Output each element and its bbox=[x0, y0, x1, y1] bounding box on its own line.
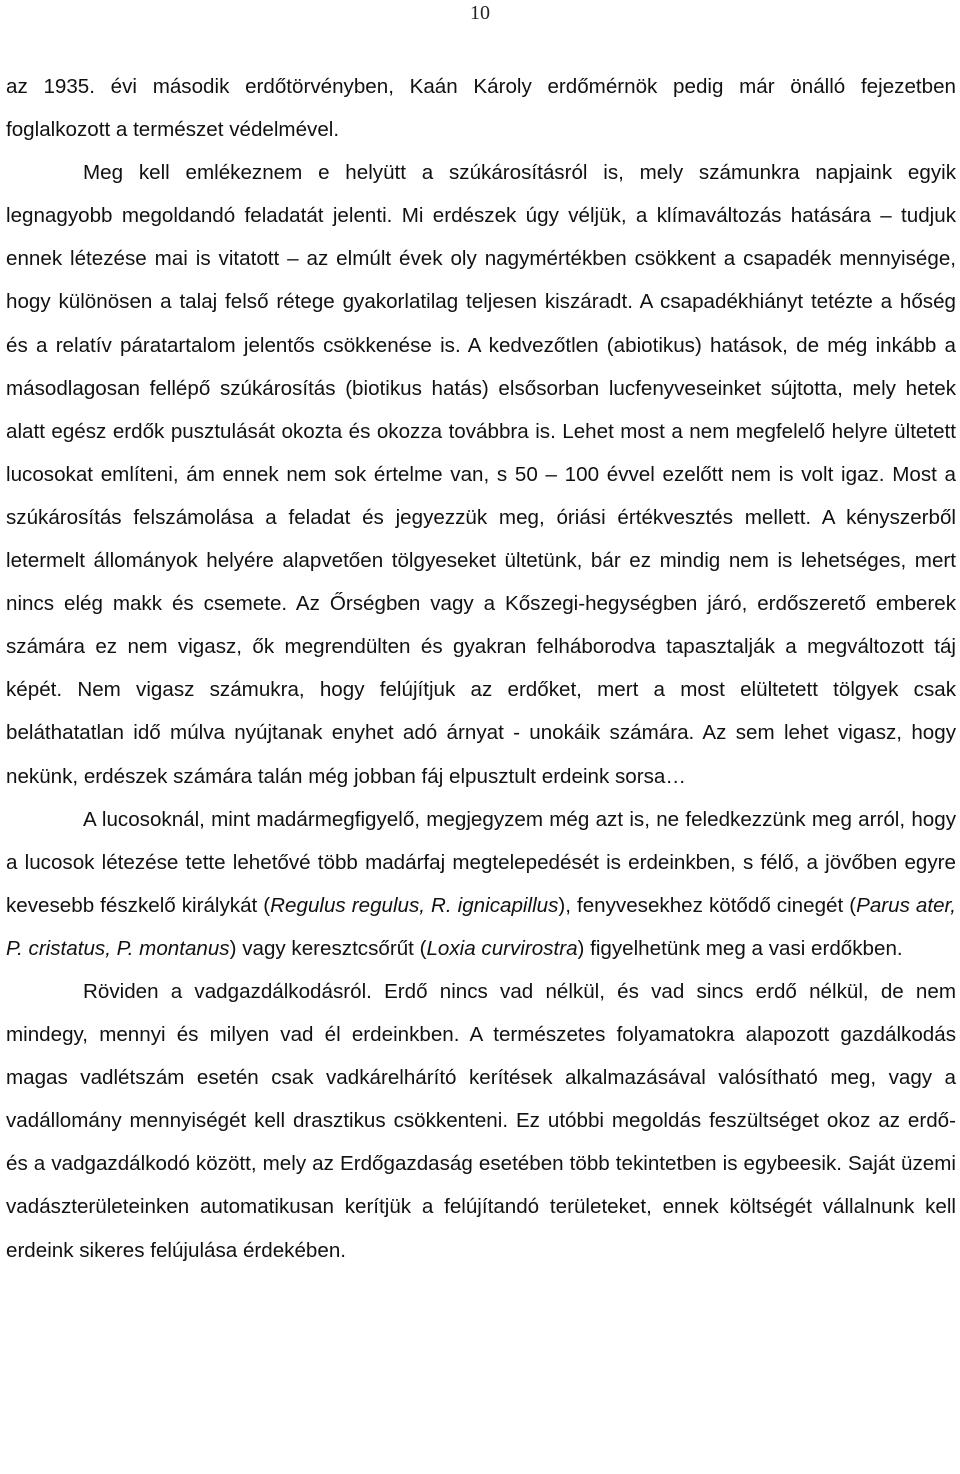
species-name: Loxia curvirostra bbox=[426, 936, 578, 960]
paragraph bbox=[6, 798, 956, 970]
species-name: Parus ater, P. cristatus, P. montanus bbox=[6, 893, 957, 960]
text-run: ), fenyvesekhez kötődő cinegét ( bbox=[558, 893, 857, 917]
text-run: ) vagy keresztcsőrűt ( bbox=[229, 936, 427, 960]
text-run: Meg kell emlékeznem e helyütt a szúkárosításról is, mely számunkra napjaink egyik legnagyobb megoldandó feladatát jelenti. Mi erdészek úgy véljük, a klímaváltozás hatására – tudjuk ennek létezése mai is vitatott – az elmúlt évek oly nagymértékben csökkent a csapadék mennyisége, hogy különösen a talaj felső rétege gyakorlatilag teljesen kiszáradt. A csapadékhiányt tetézte a hőség és a relatív páratartalom jelentős csökkenése is. A kedvezőtlen (abiotikus) hatások, de még inkább a másodlagosan fellépő szúkárosítás (biotikus hatás) elsősorban lucfenyveseinket sújtotta, mely hetek alatt egész erdők pusztulását okozta és okozza továbbra is. Lehet most a nem megfelelő helyre ültetett lucosokat említeni, ám ennek nem sok értelme van, s 50 – 100 évvel ezelőtt nem is volt igaz. Most a szúkárosítás felszámolása a feladat és jegyezzük meg, óriási értékvesztés mellett. A kényszerből letermelt állományok helyére alapvetően tölgyeseket ültetünk, bár ez mindig nem is lehetséges, mert nincs elég makk és csemete. Az Őrségben vagy a Kőszegi-hegységben járó, erdőszerető emberek számára ez nem vigasz, ők megrendülten és gyakran felháborodva tapasztalják a megváltozott táj képét. Nem vigasz számukra, hogy felújítjuk az erdőket, mert a most elültetett tölgyek csak beláthatatlan idő múlva nyújtanak enyhet adó árnyat - unokáik számára. Az sem lehet vigasz, hogy nekünk, erdészek számára talán még jobban fáj elpusztult erdeink sorsa… bbox=[6, 161, 956, 788]
text-run: A lucosoknál, mint madármegfigyelő, megjegyzem még azt is, ne feledkezzünk meg arról, hogy a lucosok létezése tette lehetővé több madárfaj megtelepedését is erdeinkben, s félő, a jövőben egyre kevesebb fészkelő királykát ( bbox=[6, 807, 956, 917]
body-text bbox=[6, 65, 956, 1272]
paragraph bbox=[6, 65, 956, 151]
page-number: 10 bbox=[470, 2, 490, 24]
paragraph bbox=[6, 151, 956, 797]
paragraph bbox=[6, 970, 956, 1272]
text-run: Röviden a vadgazdálkodásról. Erdő nincs vad nélkül, és vad sincs erdő nélkül, de nem mindegy, mennyi és milyen vad él erdeinkben. A természetes folyamatokra alapozott gazdálkodás magas vadlétszám esetén csak vadkárelhárító kerítések alkalmazásával valósítható meg, vagy a vadállomány mennyiségét kell drasztikus csökkenteni. Ez utóbbi megoldás feszültséget okoz az erdő- és a vadgazdálkodó között, mely az Erdőgazdaság esetében több tekintetben is egybeesik. Saját üzemi vadászterületeinken automatikusan kerítjük a felújítandó területeket, ennek költségét vállalnunk kell erdeink sikeres felújulása érdekében. bbox=[6, 979, 956, 1262]
species-name: Regulus regulus, R. ignicapillus bbox=[270, 893, 559, 917]
text-run: az 1935. évi második erdőtörvényben, Kaán Károly erdőmérnök pedig már önálló fejezetben foglalkozott a természet védelmével. bbox=[6, 75, 956, 142]
text-run: ) figyelhetünk meg a vasi erdőkben. bbox=[577, 936, 903, 960]
